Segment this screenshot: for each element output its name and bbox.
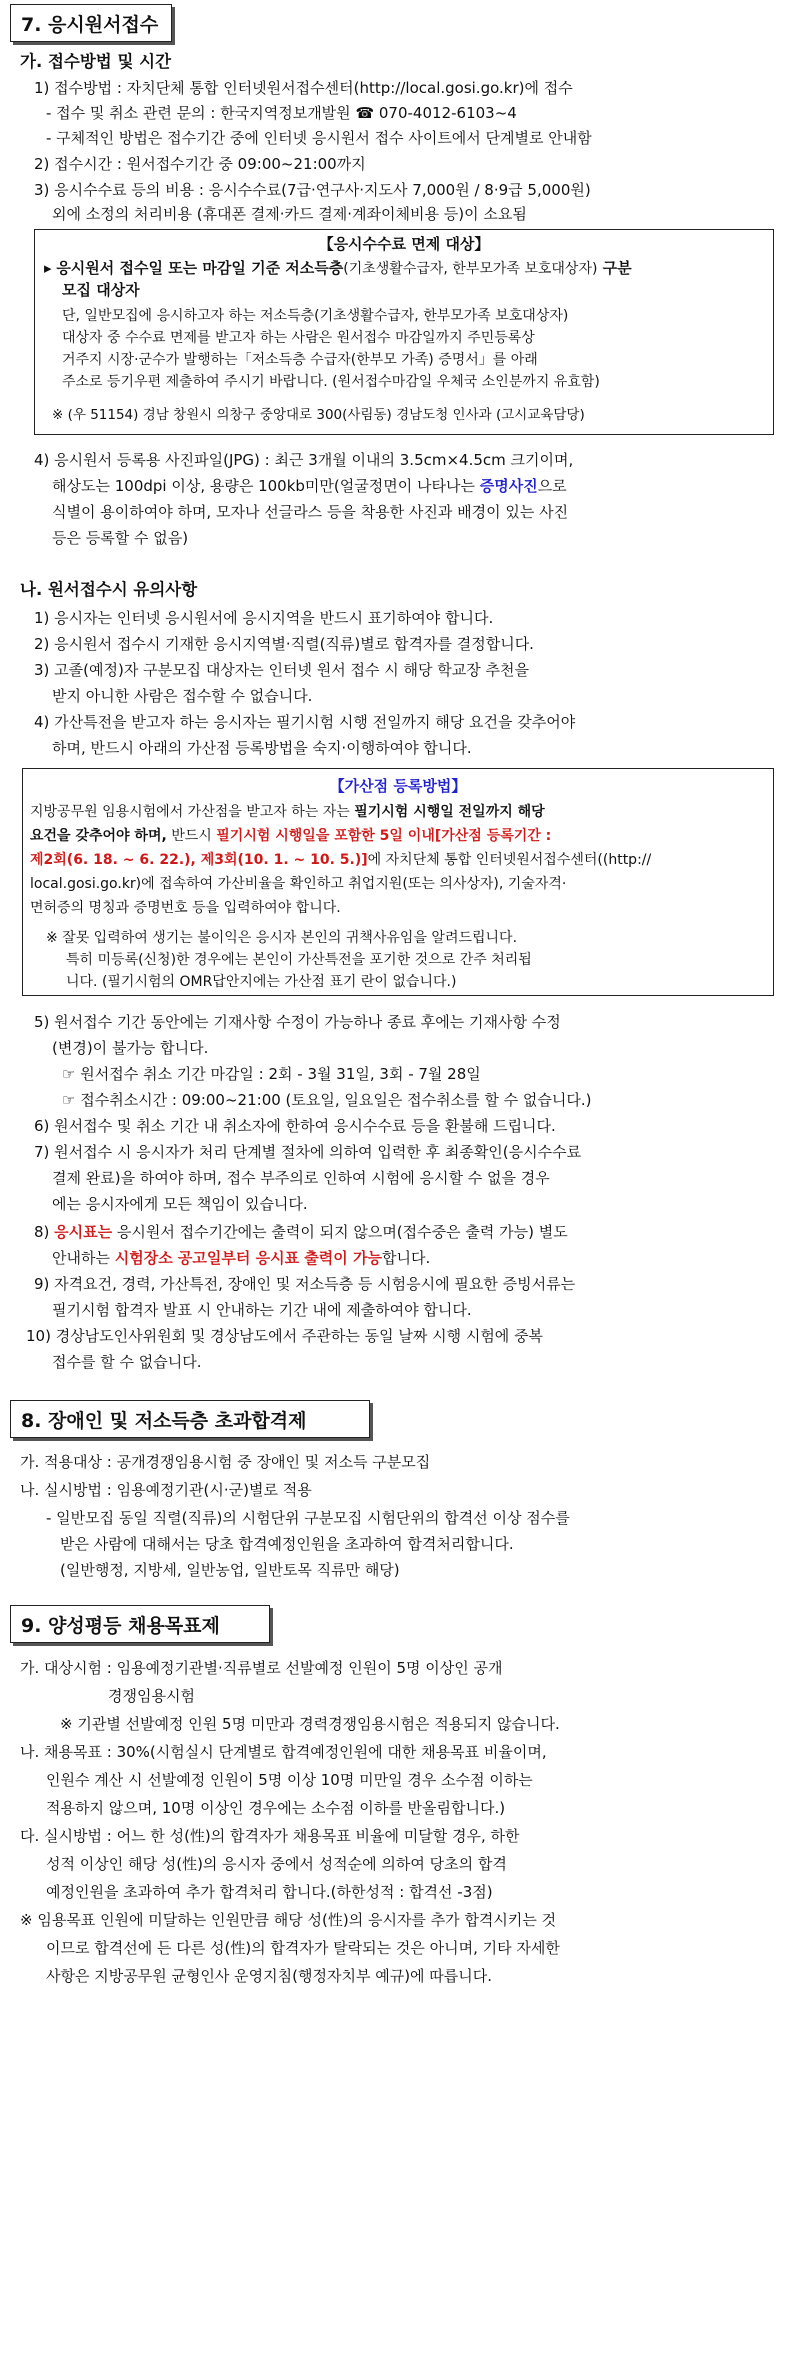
s9-goal: 나. 채용목표 : 30%(시험실시 단계별로 합격예정인원에 대한 채용목표 비율이며, (20, 1743, 547, 1761)
bonus-line-4: local.gosi.go.kr)에 접속하여 가산비율을 확인하고 취업지원(또는 의사상자), 기술자격· (30, 876, 567, 892)
bonus-line-3: 제2회(6. 18. ~ 6. 22.), 제3회(10. 1. ~ 10. 5.)]에 자치단체 통합 인터넷원서접수센터((http:// (30, 852, 652, 868)
section-9-title: 9. 양성평등 채용목표제 (10, 1605, 270, 1643)
bonus-note-1: ※ 잘못 입력하여 생기는 불이익은 응시자 본인의 귀책사유임을 알려드립니다. (46, 930, 518, 946)
s9-goal-cont: 인원수 계산 시 선발예정 인원이 5명 이상 10명 미만일 경우 소수점 이하는 (46, 1771, 533, 1789)
caution-3: 3) 고졸(예정)자 구분모집 대상자는 인터넷 원서 접수 시 해당 학교장 추천을 (34, 661, 529, 679)
s9-method: 다. 실시방법 : 어느 한 성(性)의 합격자가 채용목표 비율에 미달할 경우, 하한 (20, 1827, 520, 1845)
caution-7-cont-2: 에는 응시자에게 모든 책임이 있습니다. (52, 1195, 308, 1213)
section-7-title: 7. 응시원서접수 (10, 4, 172, 42)
pointing-hand-icon: ☞ (62, 1065, 76, 1083)
item-4-photo-3: 식별이 용이하여야 하며, 모자나 선글라스 등을 착용한 사진과 배경이 있는 사진 (52, 503, 569, 521)
fee-exemption-p4: 주소로 등기우편 제출하여 주시기 바랍니다. (원서접수마감일 우체국 소인분까지 유효함) (62, 374, 600, 390)
caution-9: 9) 자격요건, 경력, 가산특전, 장애인 및 저소득층 등 시험응시에 필요한 증빙서류는 (34, 1275, 576, 1293)
s9-goal-cont-2: 적용하지 않으며, 10명 이상인 경우에는 소수점 이하를 반올림합니다.) (46, 1799, 506, 1817)
caution-5: 5) 원서접수 기간 동안에는 기재사항 수정이 가능하나 종료 후에는 기재사항 수정 (34, 1013, 561, 1031)
caution-8: 8) 응시표는 응시원서 접수기간에는 출력이 되지 않으며(접수중은 출력 가능) 별도 (34, 1223, 568, 1241)
caution-2: 2) 응시원서 접수시 기재한 응시지역별·직렬(직류)별로 합격자를 결정합니다. (34, 635, 534, 653)
caution-7: 7) 원서접수 시 응시자가 처리 단계별 절차에 의하여 입력한 후 최종확인(응시수수료 (34, 1143, 582, 1161)
item-3-fee-cont: 외에 소정의 처리비용 (휴대폰 결제·카드 결제·계좌이체비용 등)이 소요됨 (52, 205, 527, 223)
item-1-inquiry: - 접수 및 취소 관련 문의 : 한국지역정보개발원 ☎ 070-4012-6103~4 (46, 104, 517, 122)
bonus-line-1: 지방공무원 임용시험에서 가산점을 받고자 하는 자는 필기시험 시행일 전일까지 해당 (30, 804, 545, 820)
item-4-photo-4: 등은 등록할 수 없음) (52, 529, 189, 547)
s8-target: 가. 적용대상 : 공개경쟁임용시험 중 장애인 및 저소득 구분모집 (20, 1453, 431, 1471)
caution-1: 1) 응시자는 인터넷 응시원서에 응시지역을 반드시 표기하여야 합니다. (34, 609, 494, 627)
s9-note-cont-2: 사항은 지방공무원 균형인사 운영지침(행정자치부 예규)에 따릅니다. (46, 1967, 493, 1985)
caution-6: 6) 원서접수 및 취소 기간 내 취소자에 한하여 응시수수료 등을 환불해 드립니다. (34, 1117, 556, 1135)
caution-5-cancel-hours: ☞ 접수취소시간 : 09:00~21:00 (토요일, 일요일은 접수취소를 할 수 없습니다.) (62, 1091, 592, 1109)
caution-10-cont: 접수를 할 수 없습니다. (52, 1353, 202, 1371)
section-8-title: 8. 장애인 및 저소득층 초과합격제 (10, 1400, 370, 1438)
item-4-photo: 4) 응시원서 등록용 사진파일(JPG) : 최근 3개월 이내의 3.5cm×4.5cm 크기이며, (34, 451, 574, 469)
s9-method-cont-2: 예정인원을 초과하여 추가 합격처리 합니다.(하한성적 : 합격선 -3점) (46, 1883, 493, 1901)
fee-exemption-head-2: 모집 대상자 (62, 281, 140, 299)
fee-exemption-head: ▸ 응시원서 접수일 또는 마감일 기준 저소득층(기초생활수급자, 한부모가족 보호대상자) 구분 (44, 259, 632, 277)
fee-exemption-p2: 대상자 중 수수료 면제를 받고자 하는 사람은 원서접수 마감일까지 주민등록상 (62, 330, 535, 346)
caution-5-cont: (변경)이 불가능 합니다. (52, 1039, 209, 1057)
item-2-hours: 2) 접수시간 : 원서접수기간 중 09:00~21:00까지 (34, 155, 366, 173)
caution-5-cancel-deadline: ☞ 원서접수 취소 기간 마감일 : 2회 - 3월 31일, 3회 - 7월 28일 (62, 1065, 481, 1083)
s8-method-detail-3: (일반행정, 지방세, 일반농업, 일반토목 직류만 해당) (60, 1561, 400, 1579)
bullet-icon: ▸ (44, 259, 52, 277)
caution-8-cont: 안내하는 시험장소 공고일부터 응시표 출력이 가능합니다. (52, 1249, 431, 1267)
caution-9-cont: 필기시험 합격자 발표 시 안내하는 기간 내에 제출하여야 합니다. (52, 1301, 472, 1319)
pointing-hand-icon: ☞ (62, 1091, 76, 1109)
caution-4-cont: 하며, 반드시 아래의 가산점 등록방법을 숙지·이행하여야 합니다. (52, 739, 472, 757)
item-3-fee: 3) 응시수수료 등의 비용 : 응시수수료(7급·연구사·지도사 7,000원 / 8·9급 5,000원) (34, 181, 591, 199)
subheading-cautions: 나. 원서접수시 유의사항 (20, 580, 198, 599)
fee-exemption-title: 【응시수수료 면제 대상】 (318, 235, 490, 253)
s8-method: 나. 실시방법 : 임용예정기관(시·군)별로 적용 (20, 1481, 312, 1499)
subheading-application-method: 가. 접수방법 및 시간 (20, 52, 172, 71)
caution-3-cont: 받지 아니한 사람은 접수할 수 없습니다. (52, 687, 313, 705)
fee-exemption-p1: 단, 일반모집에 응시하고자 하는 저소득층(기초생활수급자, 한부모가족 보호대상자) (62, 308, 569, 324)
item-1-method: 1) 접수방법 : 자치단체 통합 인터넷원서접수센터(http://local.gosi.go.kr)에 접수 (34, 79, 573, 97)
bonus-registration-title: 【가산점 등록방법】 (329, 777, 467, 795)
bonus-note-2: 특히 미등록(신청)한 경우에는 본인이 가산특전을 포기한 것으로 간주 처리됩 (66, 952, 532, 968)
s9-target-note: ※ 기관별 선발예정 인원 5명 미만과 경력경쟁임용시험은 적용되지 않습니다. (60, 1715, 560, 1733)
bonus-line-2: 요건을 갖추어야 하며, 반드시 필기시험 시행일을 포함한 5일 이내[가산점 등록기간 : (30, 828, 552, 844)
fee-exemption-p3: 거주지 시장·군수가 발행하는「저소득층 수급자(한부모 가족) 증명서」를 아래 (62, 352, 538, 368)
s9-method-cont: 성적 이상인 해당 성(性)의 응시자 중에서 성적순에 의하여 당초의 합격 (46, 1855, 507, 1873)
s8-method-detail: - 일반모집 동일 직렬(직류)의 시험단위 구분모집 시험단위의 합격선 이상 점수를 (46, 1509, 570, 1527)
s9-note: ※ 임용목표 인원에 미달하는 인원만큼 해당 성(性)의 응시자를 추가 합격시키는 것 (20, 1911, 557, 1929)
caution-10: 10) 경상남도인사위원회 및 경상남도에서 주관하는 동일 날짜 시행 시험에 중복 (26, 1327, 544, 1345)
caution-7-cont: 결제 완료)을 하여야 하며, 접수 부주의로 인하여 시험에 응시할 수 없을 경우 (52, 1169, 550, 1187)
s9-target: 가. 대상시험 : 임용예정기관별·직류별로 선발예정 인원이 5명 이상인 공개 (20, 1659, 503, 1677)
bonus-note-3: 니다. (필기시험의 OMR답안지에는 가산점 표기 란이 없습니다.) (66, 974, 457, 990)
bonus-line-5: 면허증의 명칭과 증명번호 등을 입력하여야 합니다. (30, 900, 341, 916)
s9-target-cont: 경쟁임용시험 (108, 1687, 195, 1705)
item-1-detail: - 구체적인 방법은 접수기간 중에 인터넷 응시원서 접수 사이트에서 단계별로 안내함 (46, 129, 592, 147)
fee-exemption-address: ※ (우 51154) 경남 창원시 의창구 중앙대로 300(사림동) 경남도청 인사과 (고시교육담당) (52, 407, 585, 423)
s9-note-cont: 이므로 합격선에 든 다른 성(性)의 합격자가 탈락되는 것은 아니며, 기타 자세한 (46, 1939, 560, 1957)
phone-icon: ☎ (355, 104, 375, 122)
s8-method-detail-2: 받은 사람에 대해서는 당초 합격예정인원을 초과하여 합격처리합니다. (60, 1535, 514, 1553)
caution-4: 4) 가산특전을 받고자 하는 응시자는 필기시험 시행 전일까지 해당 요건을 갖추어야 (34, 713, 576, 731)
item-4-photo-2: 해상도는 100dpi 이상, 용량은 100kb미만(얼굴정면이 나타나는 증명사진으로 (52, 477, 567, 495)
